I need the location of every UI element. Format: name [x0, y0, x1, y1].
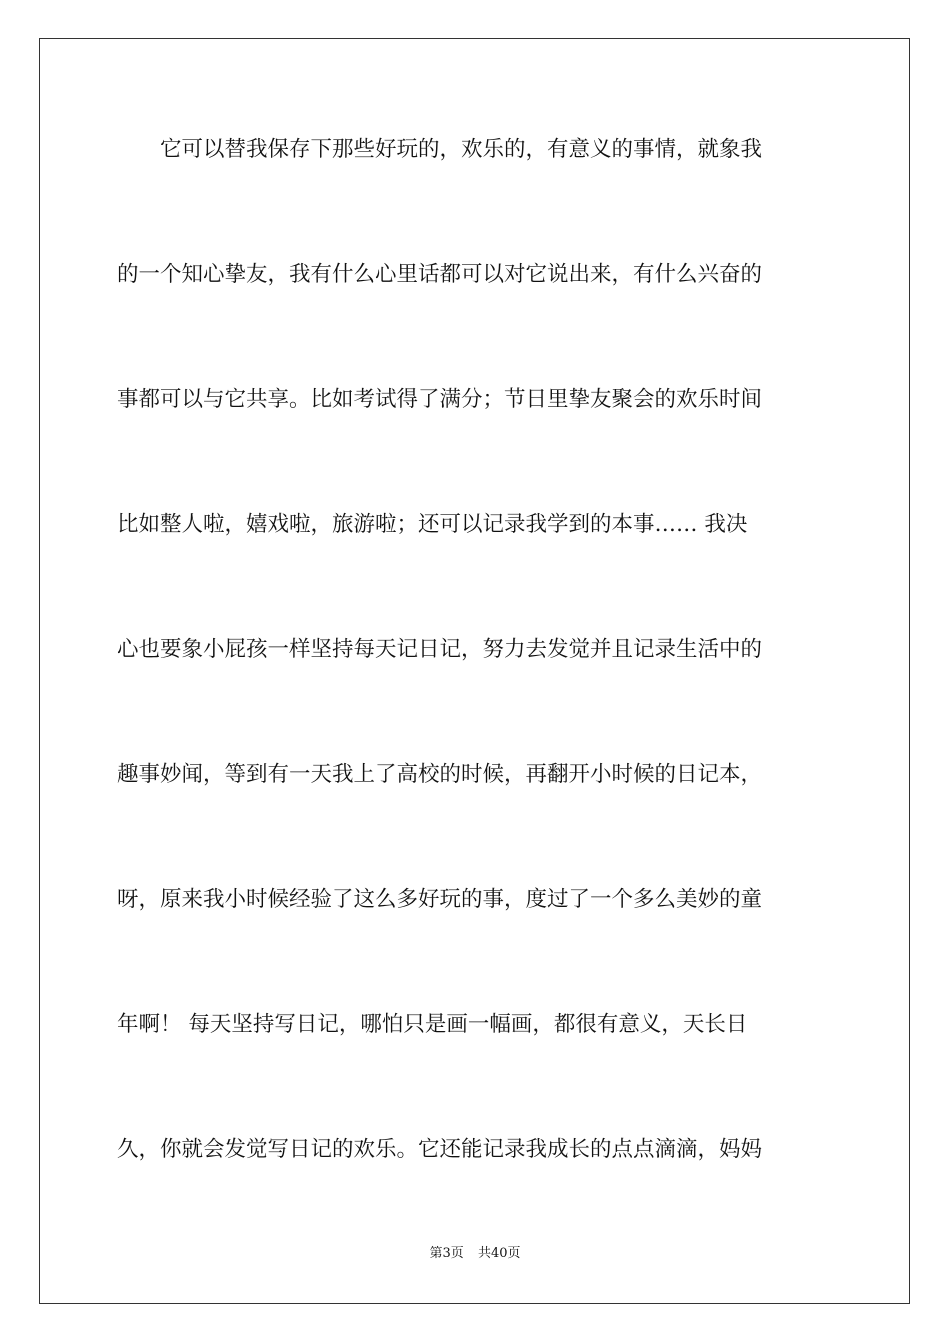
text-line: 呀，原来我小时候经验了这么多好玩的事，度过了一个多么美妙的童 — [117, 887, 763, 912]
text-line: 它可以替我保存下那些好玩的，欢乐的，有意义的事情，就象我 — [117, 137, 763, 162]
page-number: 第3页 — [429, 1246, 464, 1261]
text-line: 心也要象小屁孩一样坚持每天记日记，努力去发觉并且记录生活中的 — [117, 637, 763, 662]
page-total: 共40页 — [477, 1246, 521, 1261]
text-line: 趣事妙闻，等到有一天我上了高校的时候，再翻开小时候的日记本， — [117, 762, 763, 787]
text-line: 事都可以与它共享。比如考试得了满分；节日里挚友聚会的欢乐时间 — [117, 387, 763, 412]
page-footer — [0, 1244, 950, 1264]
text-line: 比如整人啦，嬉戏啦，旅游啦；还可以记录我学到的本事…… 我决 — [117, 512, 748, 537]
page-border — [39, 38, 910, 1304]
text-line: 年啊！ 每天坚持写日记，哪怕只是画一幅画，都很有意义，天长日 — [117, 1012, 748, 1037]
text-line: 久，你就会发觉写日记的欢乐。它还能记录我成长的点点滴滴，妈妈 — [117, 1137, 763, 1162]
text-line: 的一个知心挚友，我有什么心里话都可以对它说出来，有什么兴奋的 — [117, 262, 763, 287]
